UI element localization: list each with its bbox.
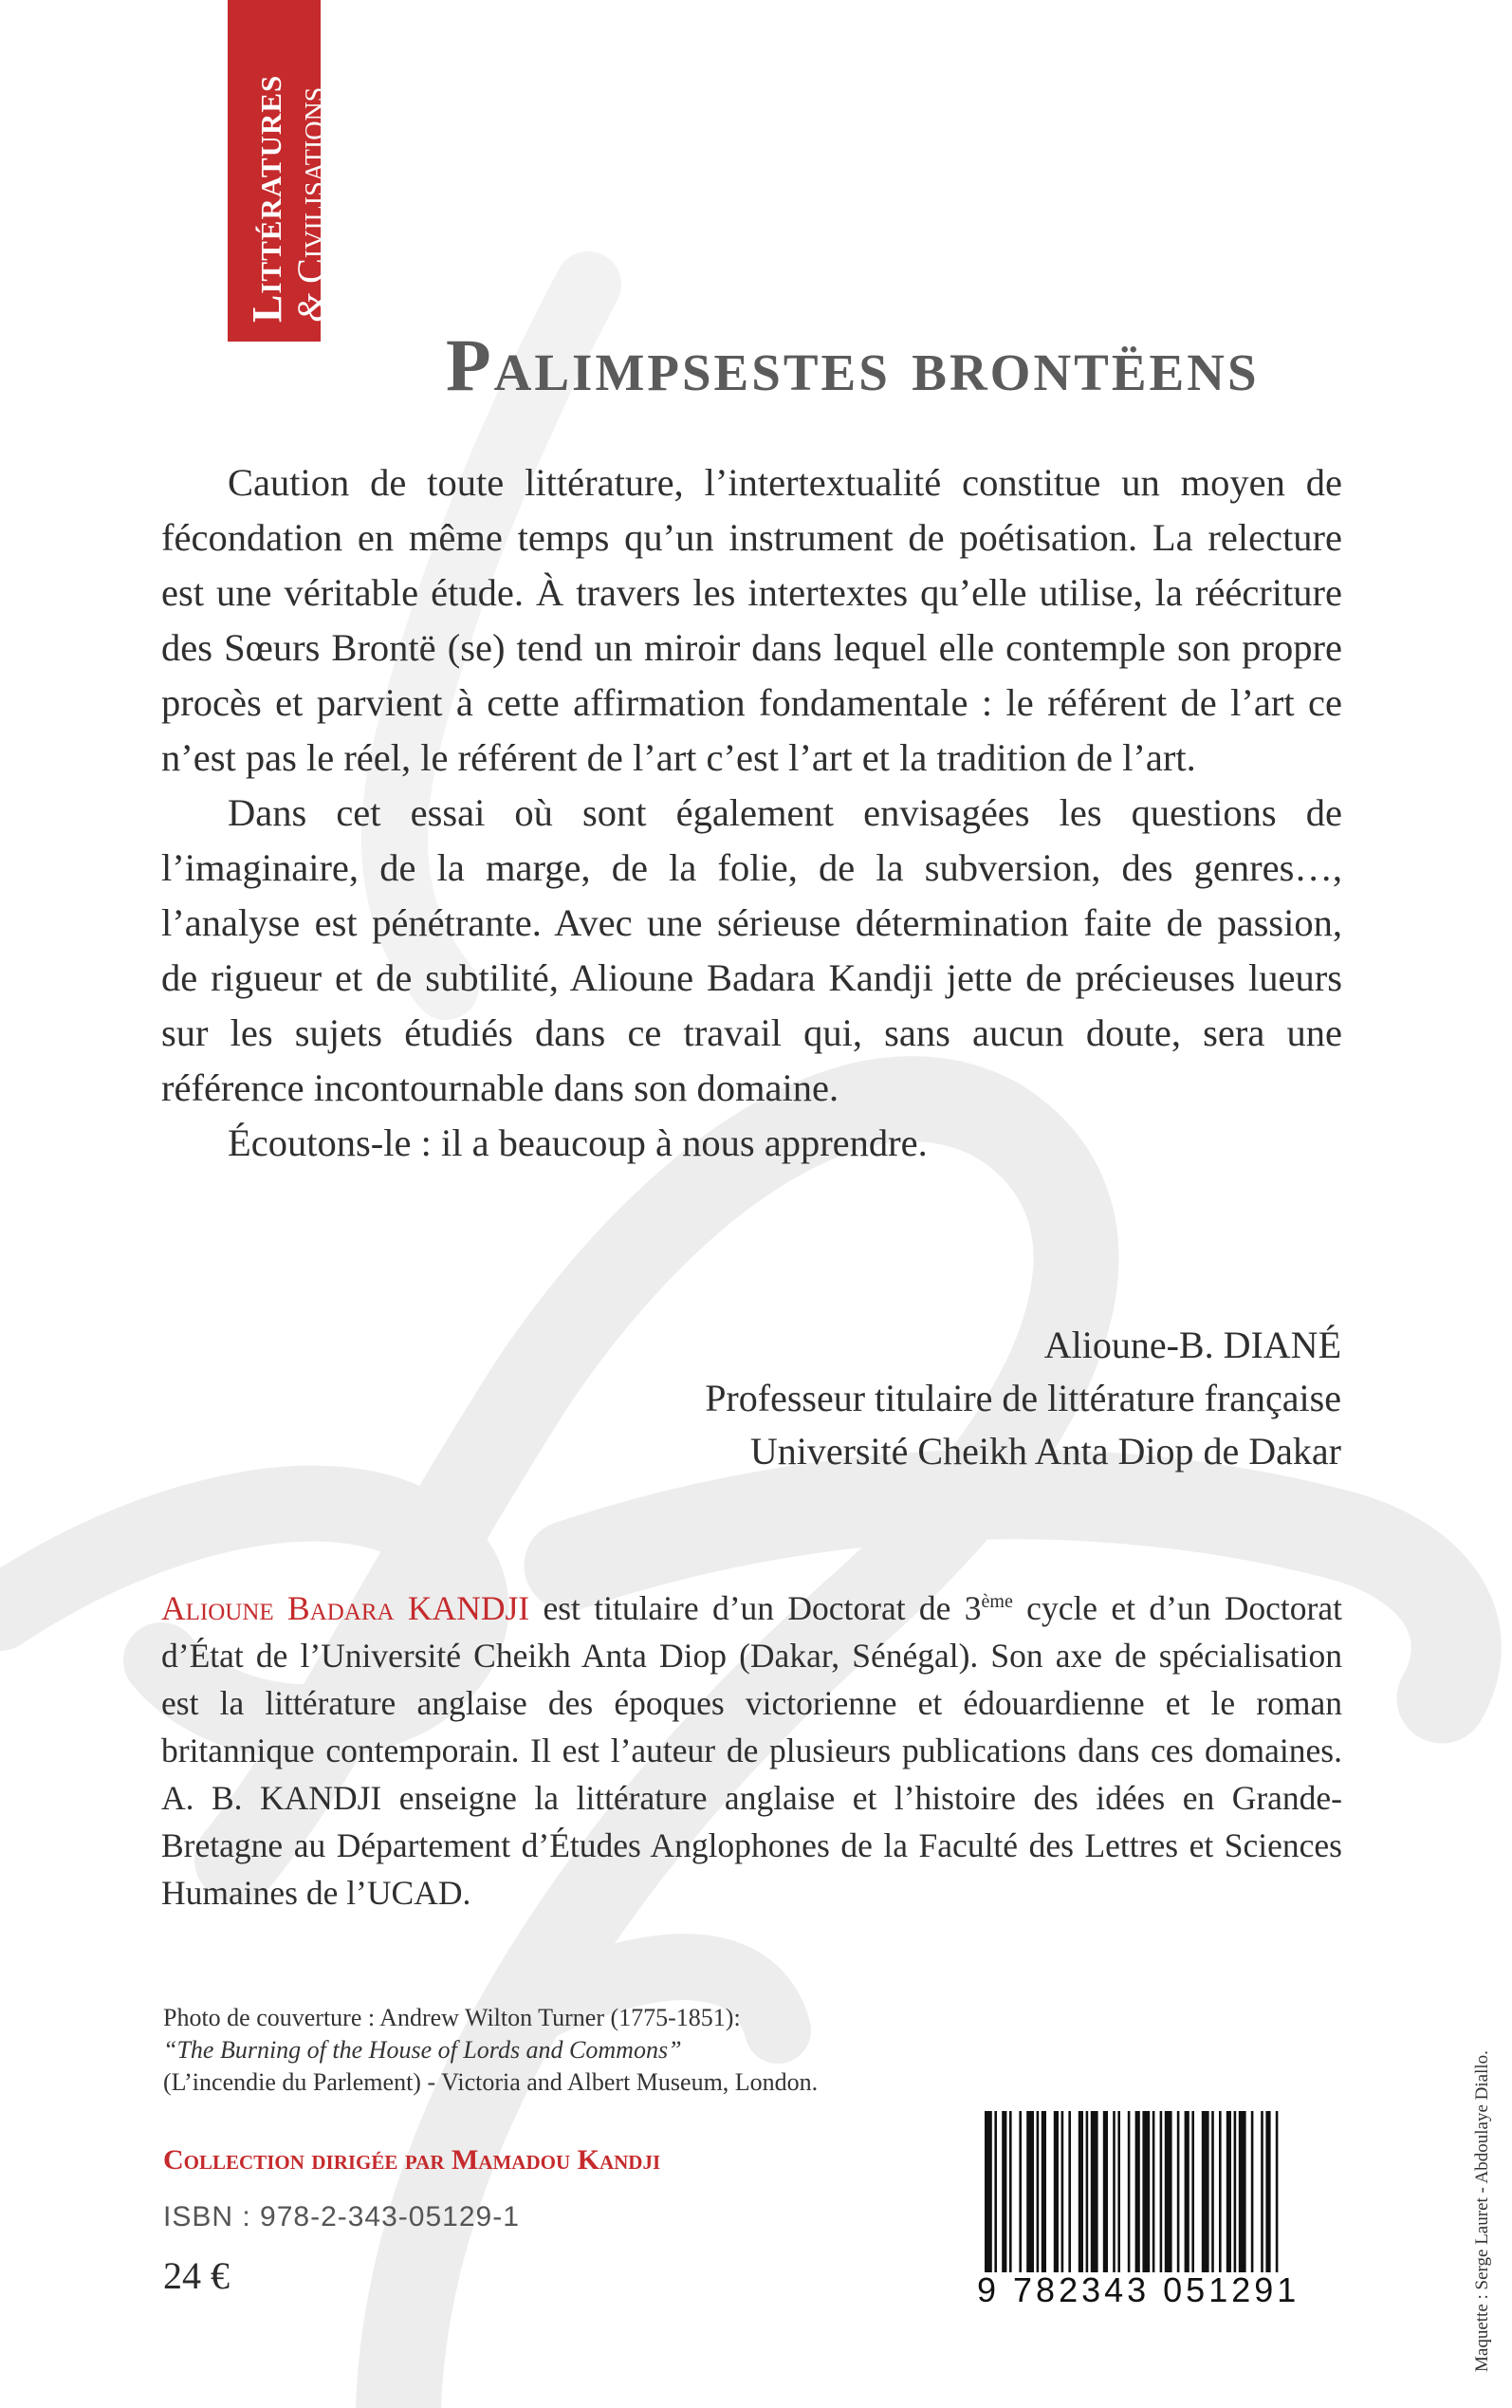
bio-text-2: cycle et d’un Doctorat d’État de l’Université Cheikh Anta Diop (Dakar, Sénégal). Son axe de spécialisation est la littérature anglaise des époques victorienne et édouardienne et le roman britannique contemporain. Il est l’auteur de plusieurs publications dans ces domaines. A. B. KANDJI enseigne la littérature anglaise et l’histoire des idées en Grande-Bretagne au Département d’Études Anglophones de la Faculté des Lettres et Sciences Humaines de l’UCAD. bbox=[161, 1589, 1342, 1912]
barcode-bar bbox=[1234, 2111, 1237, 2272]
barcode-bar bbox=[1009, 2111, 1012, 2272]
barcode-bar bbox=[1185, 2111, 1189, 2272]
blurb-paragraph: Dans cet essai où sont également envisagées les questions de l’imaginaire, de la marge, de la folie, de la subversion, des genres…, l’analyse est pénétrante. Avec une sérieuse détermination faite de passion, de rigueur et de subtilité, Alioune Badara Kandji jette de précieuses lueurs sur les sujets étudiés dans ce travail qui, sans aucun doute, sera une référence incontournable dans son domaine. bbox=[161, 791, 1342, 1109]
barcode bbox=[977, 2111, 1356, 2310]
book-title: Palimpsestes brontëens bbox=[446, 324, 1260, 406]
barcode-digits: 9 782343 051291 bbox=[977, 2270, 1300, 2309]
signature-name: Alioune-B. DIANÉ bbox=[1043, 1324, 1341, 1366]
barcode-bars bbox=[985, 2111, 1349, 2272]
layout-credit: Maquette : Serge Lauret - Abdoulaye Diallo. bbox=[1472, 2050, 1492, 2372]
bio-superscript: ème bbox=[981, 1591, 1013, 1613]
signature-institution: Université Cheikh Anta Diop de Dakar bbox=[749, 1430, 1341, 1473]
barcode-bar bbox=[1142, 2111, 1150, 2272]
barcode-bar bbox=[1265, 2111, 1270, 2272]
barcode-bar bbox=[1239, 2111, 1246, 2272]
blurb-paragraph: Caution de toute littérature, l’intertextualité constitue un moyen de fécondation en même temps qu’un instrument de poétisation. La relecture est une véritable étude. À travers les intertextes qu’elle utilise, la réécriture des Sœurs Brontë (se) tend un miroir dans lequel elle contemple son propre procès et parvient à cette affirmation fondamentale : le référent de l’art ce n’est pas le réel, le référent de l’art c’est l’art et la tradition de l’art. bbox=[161, 461, 1342, 779]
author-name: Alioune Badara KANDJI bbox=[161, 1589, 530, 1627]
blurb-paragraph: Écoutons-le : il a beaucoup à nous apprendre. bbox=[228, 1121, 928, 1164]
barcode-bar bbox=[1091, 2111, 1098, 2272]
barcode-bar bbox=[1061, 2111, 1064, 2272]
barcode-bar bbox=[1160, 2111, 1163, 2272]
series-line-2-text: Civilisations bbox=[289, 86, 332, 284]
barcode-bar bbox=[1202, 2111, 1209, 2272]
credit-line-1: Photo de couverture : Andrew Wilton Turner (1775-1851): bbox=[163, 2004, 741, 2031]
barcode-bar bbox=[1068, 2111, 1071, 2272]
barcode-bar bbox=[1211, 2111, 1214, 2272]
barcode-bar bbox=[1019, 2111, 1022, 2272]
barcode-bar bbox=[1086, 2111, 1089, 2272]
series-ampersand: & bbox=[289, 292, 332, 323]
barcode-bar bbox=[1037, 2111, 1040, 2272]
barcode-bar bbox=[1054, 2111, 1059, 2272]
signature-role: Professeur titulaire de littérature française bbox=[705, 1377, 1341, 1419]
bio-text-1: est titulaire d’un Doctorat de 3 bbox=[529, 1589, 982, 1627]
signature bbox=[705, 1319, 1341, 1478]
barcode-bar bbox=[1261, 2111, 1263, 2272]
series-line-2 bbox=[290, 75, 332, 323]
photo-credit bbox=[163, 2002, 818, 2099]
credit-line-3: (L’incendie du Parlement) - Victoria and Albert Museum, London. bbox=[163, 2068, 819, 2096]
price: 24 € bbox=[163, 2254, 230, 2297]
barcode-bar bbox=[1152, 2111, 1155, 2272]
barcode-bar bbox=[1042, 2111, 1046, 2272]
barcode-bar bbox=[1135, 2111, 1140, 2272]
barcode-bar bbox=[1219, 2111, 1222, 2272]
barcode-bar bbox=[1079, 2111, 1083, 2272]
barcode-bar bbox=[1251, 2111, 1254, 2272]
series-line-1: Littératures bbox=[244, 74, 290, 323]
barcode-bar bbox=[1002, 2111, 1006, 2272]
barcode-bar bbox=[1117, 2111, 1120, 2272]
barcode-bar bbox=[1165, 2111, 1172, 2272]
isbn: ISBN : 978-2-343-05129-1 bbox=[163, 2201, 520, 2232]
barcode-bar bbox=[1191, 2111, 1194, 2272]
barcode-bar bbox=[1103, 2111, 1108, 2272]
author-bio bbox=[161, 1584, 1342, 1917]
series-label bbox=[245, 75, 332, 323]
credit-line-2: “The Burning of the House of Lords and Commons” bbox=[163, 2036, 682, 2064]
barcode-bar bbox=[1276, 2111, 1279, 2272]
barcode-bar bbox=[1226, 2111, 1231, 2272]
barcode-bar bbox=[1128, 2111, 1131, 2272]
barcode-bar bbox=[1177, 2111, 1180, 2272]
barcode-bar bbox=[985, 2111, 992, 2272]
collection-director: Collection dirigée par Mamadou Kandji bbox=[163, 2144, 661, 2176]
barcode-bar bbox=[994, 2111, 997, 2272]
author-bio-text bbox=[161, 1584, 1342, 1917]
blurb bbox=[161, 455, 1342, 1171]
barcode-bar bbox=[1026, 2111, 1034, 2272]
barcode-bar bbox=[1113, 2111, 1116, 2272]
